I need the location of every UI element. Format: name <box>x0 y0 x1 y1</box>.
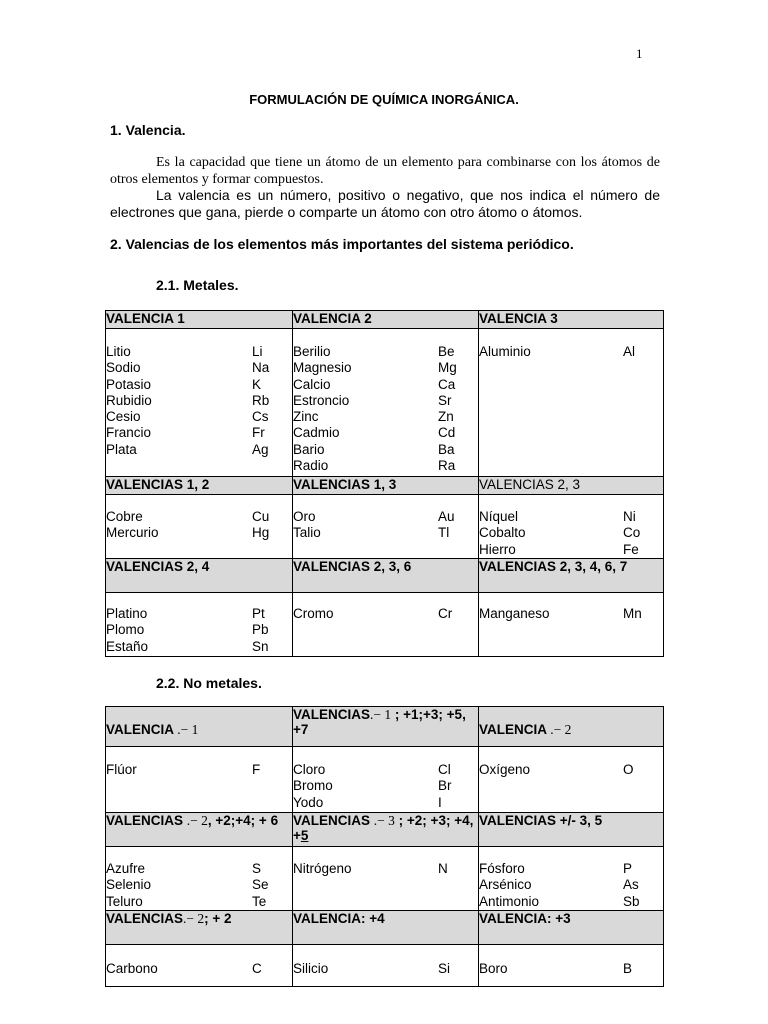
element-entry <box>293 393 478 409</box>
elements-cell <box>293 495 479 559</box>
element-symbol: Au <box>438 509 455 524</box>
element-entry <box>293 360 478 376</box>
element-name: Platino <box>106 606 148 621</box>
element-name: Oro <box>293 509 316 524</box>
header-cell <box>106 911 293 945</box>
element-entry <box>106 861 292 877</box>
header-cell: VALENCIAS 2, 3, 4, 6, 7 <box>479 559 664 593</box>
element-symbol: Li <box>252 344 263 359</box>
element-name: Carbono <box>106 961 158 976</box>
element-symbol: Ba <box>438 441 455 457</box>
element-symbol: K <box>252 376 262 392</box>
header-label: VALENCIAS <box>293 813 371 828</box>
element-entry <box>479 877 663 893</box>
header-valence-value: .− 2 <box>186 813 208 828</box>
element-entry <box>479 861 663 877</box>
element-entry <box>106 606 292 622</box>
header-cell: VALENCIA 3 <box>479 311 664 329</box>
element-entry <box>293 509 478 525</box>
element-symbol: P <box>623 861 633 876</box>
element-entry <box>479 894 663 910</box>
element-entry <box>479 509 663 525</box>
element-name: Azufre <box>106 861 146 876</box>
element-symbol: Fe <box>623 541 639 557</box>
element-name: Cloro <box>293 762 326 777</box>
element-name: Flúor <box>106 762 137 777</box>
table-header-row <box>106 813 664 847</box>
paragraph-valence-number <box>110 187 660 221</box>
header-cell <box>106 813 293 847</box>
header-cell: VALENCIAS +/- 3, 5 <box>479 813 664 847</box>
element-entry <box>106 622 292 638</box>
element-symbol: I <box>438 794 442 810</box>
header-cell: VALENCIAS 2, 3, 6 <box>293 559 479 593</box>
element-name: Níquel <box>479 509 519 524</box>
element-symbol: Co <box>623 525 641 541</box>
header-cell: VALENCIA: +4 <box>293 911 479 945</box>
elements-cell <box>479 329 664 477</box>
element-symbol: Cd <box>438 425 456 441</box>
element-entry <box>293 762 478 778</box>
element-entry <box>293 442 478 458</box>
element-symbol: Br <box>438 778 452 794</box>
table-row <box>106 945 664 987</box>
element-symbol: Si <box>438 961 451 976</box>
paragraph-definition <box>110 154 660 188</box>
element-name: Estroncio <box>293 392 350 408</box>
element-name: Magnesio <box>293 360 352 376</box>
elements-cell <box>106 747 293 813</box>
header-valence-last: 5 <box>300 828 309 843</box>
element-name: Calcio <box>293 376 331 392</box>
element-symbol: Te <box>252 893 267 909</box>
element-symbol: Hg <box>252 525 270 541</box>
element-symbol: Rb <box>252 392 270 408</box>
element-symbol: Al <box>623 344 636 359</box>
elements-cell <box>479 847 664 911</box>
element-entry <box>293 409 478 425</box>
elements-cell <box>293 593 479 657</box>
element-name: Fósforo <box>479 861 525 876</box>
document-title: FORMULACIÓN DE QUÍMICA INORGÁNICA. <box>249 92 519 107</box>
header-label: VALENCIA <box>479 722 547 737</box>
element-symbol: O <box>623 762 634 777</box>
elements-cell <box>293 747 479 813</box>
element-symbol: B <box>623 961 633 976</box>
header-valence-value: .− 3 <box>373 813 395 828</box>
header-cell <box>479 707 664 747</box>
no-metales-table <box>105 706 664 987</box>
element-name: Silicio <box>293 961 329 976</box>
element-symbol: S <box>252 861 262 876</box>
element-name: Cobre <box>106 509 143 524</box>
element-entry <box>293 861 478 877</box>
element-symbol: Zn <box>438 409 454 425</box>
elements-cell <box>293 847 479 911</box>
header-cell: VALENCIAS 1, 3 <box>293 477 479 495</box>
metales-table <box>105 310 664 657</box>
elements-cell <box>106 945 293 987</box>
table-row <box>106 593 664 657</box>
element-entry <box>106 877 292 893</box>
element-entry <box>293 525 478 541</box>
elements-cell <box>293 329 479 477</box>
element-entry <box>106 509 292 525</box>
element-entry <box>293 344 478 360</box>
table-row <box>106 495 664 559</box>
element-entry <box>106 393 292 409</box>
elements-cell <box>293 945 479 987</box>
header-valence-rest: ; + 2 <box>204 911 232 926</box>
elements-cell <box>479 747 664 813</box>
element-symbol: Cs <box>252 409 269 425</box>
element-name: Oxígeno <box>479 762 531 777</box>
elements-cell <box>479 945 664 987</box>
element-symbol: F <box>252 762 261 777</box>
element-name: Litio <box>106 344 131 359</box>
page-number: 1 <box>636 46 643 61</box>
header-cell: VALENCIA 1 <box>106 311 293 329</box>
element-symbol: Ag <box>252 441 269 457</box>
element-symbol: Ni <box>623 509 636 524</box>
element-symbol: Pt <box>252 606 265 621</box>
header-cell <box>293 813 479 847</box>
element-entry <box>479 961 663 977</box>
element-entry <box>106 525 292 541</box>
header-label: VALENCIA <box>106 722 174 737</box>
element-entry <box>293 606 478 622</box>
element-symbol: As <box>623 877 639 893</box>
element-symbol: Ra <box>438 458 456 474</box>
element-entry <box>106 442 292 458</box>
element-symbol: Sn <box>252 638 269 654</box>
element-symbol: Ca <box>438 376 456 392</box>
element-entry <box>479 762 663 778</box>
header-cell: VALENCIA: +3 <box>479 911 664 945</box>
header-valence-value: .− 2 <box>550 722 572 737</box>
element-name: Cesio <box>106 409 141 425</box>
header-valence-value: .− 1 <box>177 722 199 737</box>
element-symbol: Be <box>438 344 455 359</box>
header-label: VALENCIAS <box>106 911 184 926</box>
elements-cell <box>106 593 293 657</box>
table-header-row <box>106 707 664 747</box>
elements-cell <box>106 847 293 911</box>
subsection-heading-metales: 2.1. Metales. <box>156 277 239 293</box>
elements-cell <box>106 329 293 477</box>
element-name: Plata <box>106 441 137 457</box>
element-symbol: Na <box>252 360 270 376</box>
element-name: Cobalto <box>479 525 526 541</box>
element-symbol: Sr <box>438 392 452 408</box>
element-entry <box>106 344 292 360</box>
element-entry <box>479 525 663 541</box>
header-cell: VALENCIAS 1, 2 <box>106 477 293 495</box>
table-header-row <box>106 311 664 329</box>
header-valence-rest: , +2;+4; + 6 <box>207 813 279 828</box>
element-symbol: Cr <box>438 606 453 621</box>
element-entry <box>106 377 292 393</box>
element-entry <box>106 639 292 655</box>
paragraph-valence-number-text: La valencia es un número, positivo o negativo, que nos indica el número de electrones que gana, pierde o comparte un átomo con otro átomo o átomos. <box>110 187 660 220</box>
element-entry <box>106 961 292 977</box>
element-name: Talio <box>293 525 321 541</box>
element-entry <box>106 762 292 778</box>
element-entry <box>106 409 292 425</box>
element-name: Rubidio <box>106 392 152 408</box>
element-entry <box>293 377 478 393</box>
element-entry <box>293 795 478 811</box>
table-row <box>106 329 664 477</box>
elements-cell <box>106 495 293 559</box>
element-name: Yodo <box>293 794 324 810</box>
element-name: Francio <box>106 425 152 441</box>
element-name: Cromo <box>293 606 334 621</box>
element-name: Bario <box>293 441 325 457</box>
paragraph-definition-text: Es la capacidad que tiene un átomo de un elemento para combinarse con los átomos de otros elementos y formar compuestos. <box>110 155 660 187</box>
subsection-heading-no-metales: 2.2. No metales. <box>156 675 262 691</box>
element-name: Nitrógeno <box>293 861 352 876</box>
element-symbol: Tl <box>438 525 450 541</box>
element-name: Potasio <box>106 376 152 392</box>
header-valence-value: .− 1 <box>370 707 392 722</box>
element-name: Hierro <box>479 541 516 557</box>
element-symbol: N <box>438 861 448 876</box>
table-row <box>106 847 664 911</box>
element-entry <box>106 425 292 441</box>
elements-cell <box>479 593 664 657</box>
element-entry <box>293 458 478 474</box>
table-header-row <box>106 911 664 945</box>
element-entry <box>479 606 663 622</box>
element-name: Mercurio <box>106 525 159 541</box>
header-cell: VALENCIA 2 <box>293 311 479 329</box>
element-name: Cadmio <box>293 425 340 441</box>
element-symbol: Se <box>252 877 269 893</box>
table-row <box>106 747 664 813</box>
element-symbol: Mn <box>623 606 642 621</box>
element-name: Estaño <box>106 638 149 654</box>
header-valence-value: .− 2 <box>183 911 205 926</box>
element-symbol: Pb <box>252 622 269 638</box>
section-heading-valencias: 2. Valencias de los elementos más importantes del sistema periódico. <box>110 236 574 252</box>
header-cell: VALENCIAS 2, 4 <box>106 559 293 593</box>
element-symbol: C <box>252 961 262 976</box>
header-cell: VALENCIAS 2, 3 <box>479 477 664 495</box>
element-name: Selenio <box>106 877 152 893</box>
header-valence-rest: ; +1;+3; +5, +7 <box>293 707 466 737</box>
element-name: Aluminio <box>479 344 531 359</box>
element-entry <box>293 778 478 794</box>
element-name: Zinc <box>293 409 319 425</box>
element-name: Radio <box>293 458 329 474</box>
element-name: Sodio <box>106 360 141 376</box>
element-name: Antimonio <box>479 893 540 909</box>
element-symbol: Cl <box>438 762 451 777</box>
element-symbol: Sb <box>623 893 640 909</box>
header-cell <box>293 707 479 747</box>
section-heading-valencia: 1. Valencia. <box>110 122 186 138</box>
table-header-row <box>106 559 664 593</box>
header-cell <box>106 707 293 747</box>
element-name: Boro <box>479 961 508 976</box>
element-name: Teluro <box>106 893 143 909</box>
elements-cell <box>479 495 664 559</box>
element-name: Bromo <box>293 778 333 794</box>
element-name: Plomo <box>106 622 145 638</box>
element-entry <box>293 961 478 977</box>
element-entry <box>479 344 663 360</box>
element-symbol: Fr <box>252 425 265 441</box>
header-valence-rest: ; +2; +3; +4, + <box>293 813 474 843</box>
element-entry <box>479 542 663 558</box>
element-name: Manganeso <box>479 606 550 621</box>
element-name: Arsénico <box>479 877 532 893</box>
element-entry <box>293 425 478 441</box>
table-header-row <box>106 477 664 495</box>
element-symbol: Mg <box>438 360 457 376</box>
element-name: Berilio <box>293 344 331 359</box>
element-symbol: Cu <box>252 509 270 524</box>
header-label: VALENCIAS <box>106 813 184 828</box>
header-label: VALENCIAS <box>293 707 371 722</box>
element-entry <box>106 360 292 376</box>
element-entry <box>106 894 292 910</box>
